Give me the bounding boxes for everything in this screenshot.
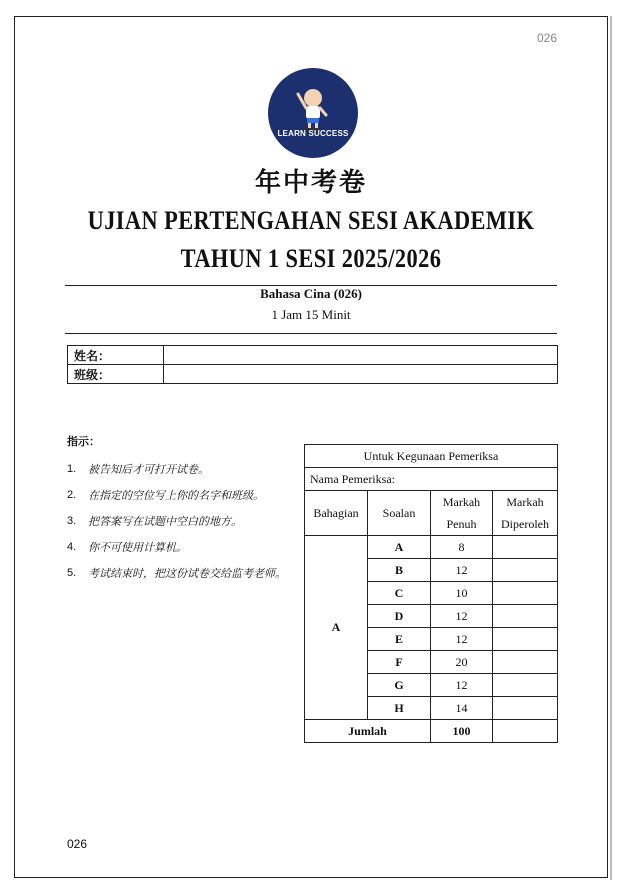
learn-success-logo bbox=[268, 68, 358, 158]
header-markah-penuh: Markah Penuh bbox=[431, 491, 493, 536]
exam-paper-page bbox=[14, 16, 608, 878]
instruction-text: 在指定的空位写上你的名字和班级。 bbox=[88, 489, 264, 502]
markah-diperoleh-cell[interactable] bbox=[493, 651, 558, 674]
student-info-table bbox=[67, 345, 558, 384]
markah-penuh-cell: 14 bbox=[431, 697, 493, 720]
logo-text: LEARN SUCCESS bbox=[277, 129, 349, 138]
examiner-name-label[interactable]: Nama Pemeriksa: bbox=[305, 468, 558, 491]
instruction-item bbox=[67, 561, 297, 586]
instruction-item bbox=[67, 483, 297, 508]
markah-penuh-cell: 8 bbox=[431, 536, 493, 559]
divider-bottom bbox=[65, 333, 557, 334]
soalan-cell: F bbox=[368, 651, 431, 674]
markah-diperoleh-cell[interactable] bbox=[493, 536, 558, 559]
header-markah-diperoleh: Markah Diperoleh bbox=[493, 491, 558, 536]
soalan-cell: E bbox=[368, 628, 431, 651]
subject-label: Bahasa Cina (026) bbox=[260, 286, 362, 301]
instructions-title: 指示： bbox=[67, 435, 100, 448]
instruction-number: 5. bbox=[67, 567, 77, 579]
total-value: 100 bbox=[431, 720, 493, 743]
instruction-number: 1. bbox=[67, 463, 77, 475]
examiner-table-title: Untuk Kegunaan Pemeriksa bbox=[305, 445, 558, 468]
instructions-list bbox=[67, 457, 297, 587]
markah-diperoleh-cell[interactable] bbox=[493, 559, 558, 582]
markah-diperoleh-cell[interactable] bbox=[493, 697, 558, 720]
markah-penuh-cell: 10 bbox=[431, 582, 493, 605]
mascot-icon bbox=[268, 68, 358, 158]
instruction-text: 被告知后才可打开试卷。 bbox=[88, 463, 209, 476]
header-bahagian: Bahagian bbox=[305, 491, 368, 536]
markah-penuh-cell: 12 bbox=[431, 674, 493, 697]
soalan-cell: G bbox=[368, 674, 431, 697]
section-cell: A bbox=[305, 536, 368, 720]
table-row bbox=[305, 536, 558, 559]
soalan-cell: C bbox=[368, 582, 431, 605]
markah-diperoleh-cell[interactable] bbox=[493, 605, 558, 628]
instruction-text: 考试结束时，把这份试卷交给监考老师。 bbox=[88, 567, 286, 580]
page-code-bottom: 026 bbox=[67, 837, 88, 851]
instruction-text: 把答案写在试题中空白的地方。 bbox=[88, 515, 242, 528]
total-label: Jumlah bbox=[305, 720, 431, 743]
header-soalan: Soalan bbox=[368, 491, 431, 536]
class-label: 班级： bbox=[68, 365, 164, 384]
exam-title-line2: TAHUN 1 SESI 2025/2026 bbox=[180, 244, 442, 273]
name-label: 姓名： bbox=[68, 346, 164, 365]
instruction-number: 2. bbox=[67, 489, 77, 501]
instruction-item bbox=[67, 457, 297, 482]
total-diperoleh-cell[interactable] bbox=[493, 720, 558, 743]
exam-title-line1: UJIAN PERTENGAHAN SESI AKADEMIK bbox=[87, 206, 535, 235]
instruction-number: 4. bbox=[67, 541, 77, 553]
total-row bbox=[305, 720, 558, 743]
instruction-text: 你不可使用计算机。 bbox=[88, 541, 187, 554]
instruction-item bbox=[67, 535, 297, 560]
name-field[interactable] bbox=[164, 346, 558, 365]
soalan-cell: D bbox=[368, 605, 431, 628]
soalan-cell: B bbox=[368, 559, 431, 582]
markah-penuh-cell: 12 bbox=[431, 559, 493, 582]
page-code-top: 026 bbox=[536, 31, 557, 45]
markah-diperoleh-cell[interactable] bbox=[493, 628, 558, 651]
soalan-cell: A bbox=[368, 536, 431, 559]
instruction-item bbox=[67, 509, 297, 534]
duration-label: 1 Jam 15 Minit bbox=[271, 307, 351, 322]
markah-penuh-cell: 20 bbox=[431, 651, 493, 674]
examiner-table bbox=[304, 444, 558, 743]
soalan-cell: H bbox=[368, 697, 431, 720]
page-shadow bbox=[610, 16, 612, 880]
markah-diperoleh-cell[interactable] bbox=[493, 582, 558, 605]
markah-diperoleh-cell[interactable] bbox=[493, 674, 558, 697]
markah-penuh-cell: 12 bbox=[431, 605, 493, 628]
markah-penuh-cell: 12 bbox=[431, 628, 493, 651]
instruction-number: 3. bbox=[67, 515, 77, 527]
class-field[interactable] bbox=[164, 365, 558, 384]
chinese-title: 年中考卷 bbox=[254, 168, 367, 198]
